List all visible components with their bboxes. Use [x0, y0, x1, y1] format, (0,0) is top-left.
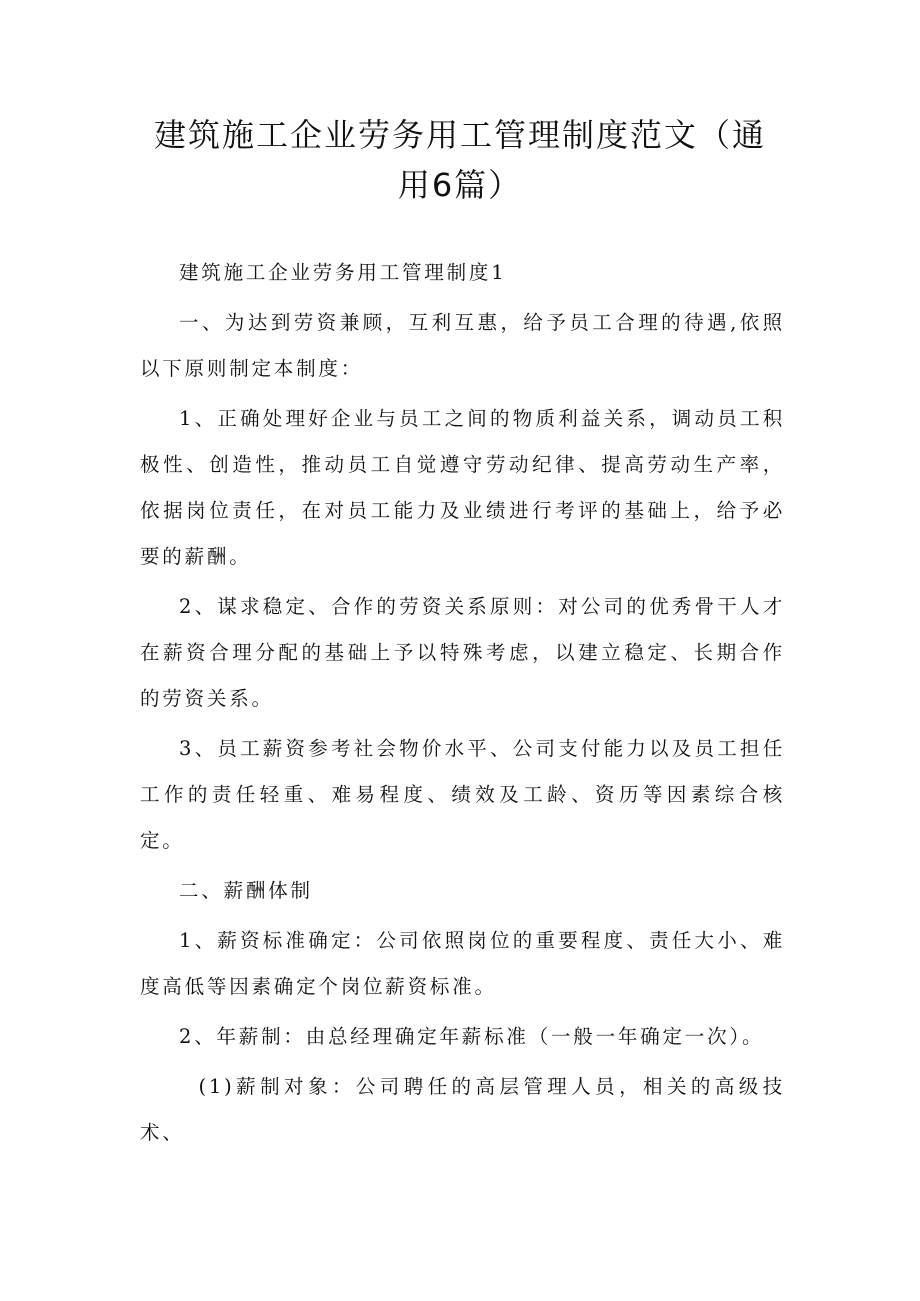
paragraph-annual-salary: 2、年薪制：由总经理确定年薪标准（一般一年确定一次）。 — [179, 1025, 765, 1048]
document-body — [140, 250, 785, 1160]
document-title: 建筑施工企业劳务用工管理制度范文（通用6篇） — [153, 116, 766, 204]
paragraph-salary-targets: (1)薪制对象：公司聘任的高层管理人员，相关的高级技术、 — [140, 1075, 785, 1144]
paragraph-principles-intro: 一、为达到劳资兼顾，互利互惠，给予员工合理的待遇,依照以下原则制定本制度： — [140, 311, 785, 380]
paragraph-salary-standard: 1、薪资标准确定：公司依照岗位的重要程度、责任大小、难度高低等因素确定个岗位薪资标准。 — [140, 929, 785, 998]
paragraph-principle-2: 2、谋求稳定、合作的劳资关系原则：对公司的优秀骨干人才在薪资合理分配的基础上予以特殊考虑，以建立稳定、长期合作的劳资关系。 — [140, 595, 785, 710]
paragraph-principle-3: 3、员工薪资参考社会物价水平、公司支付能力以及员工担任工作的责任轻重、难易程度、绩效及工龄、资历等因素综合核定。 — [140, 737, 785, 852]
section-heading-policy-1: 建筑施工企业劳务用工管理制度1 — [179, 261, 507, 284]
paragraph-principle-1: 1、正确处理好企业与员工之间的物质利益关系，调动员工积极性、创造性，推动员工自觉遵守劳动纪律、提高劳动生产率，依据岗位责任，在对员工能力及业绩进行考评的基础上，给予必要的薪酬。 — [140, 407, 785, 568]
section-heading-salary-system: 二、薪酬体制 — [179, 879, 313, 902]
